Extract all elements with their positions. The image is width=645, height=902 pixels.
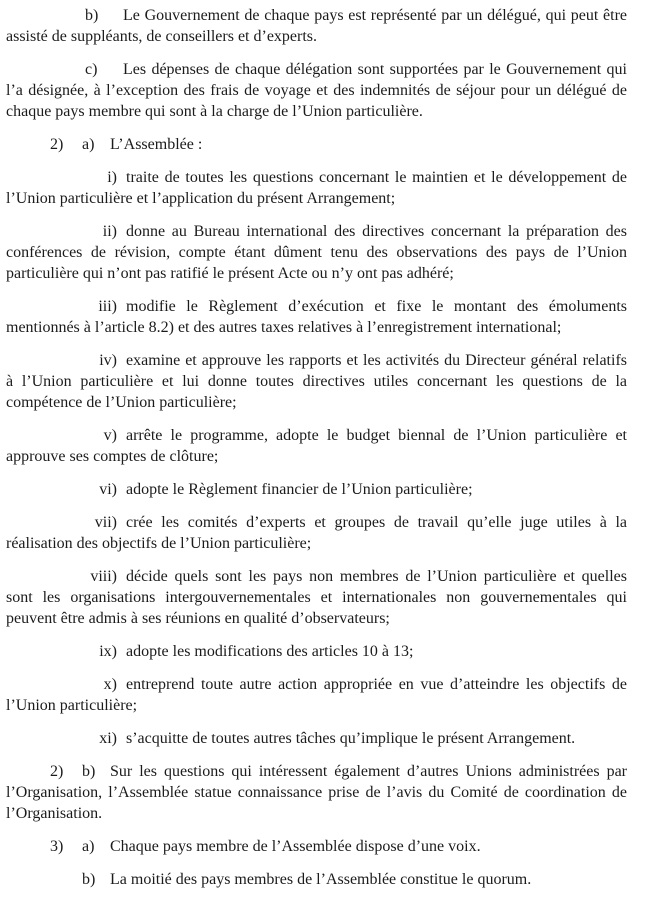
paragraph <box>6 134 627 155</box>
paragraph-text: entreprend toute autre action appropriée en vue d’atteindre les objectifs de l’Union particulière; <box>6 676 627 714</box>
paragraph <box>6 836 627 857</box>
paragraph-text: examine et approuve les rapports et les activités du Directeur général relatifs à l’Union particulière et lui donne toutes directives utiles concernant les questions de la compétence de l’Union particulière; <box>6 352 627 411</box>
item-roman-marker: ii) <box>102 223 117 240</box>
paragraph-text: traite de toutes les questions concernant le maintien et le développement de l’Union particulière et l’application du présent Arrangement; <box>6 169 627 207</box>
paragraph <box>6 296 627 338</box>
item-number-marker: 3) <box>50 838 64 855</box>
paragraph <box>6 566 627 629</box>
item-roman-marker: v) <box>103 427 117 444</box>
paragraph <box>6 869 627 890</box>
paragraph <box>6 761 627 824</box>
item-letter-marker: b) <box>82 871 96 888</box>
paragraph-text: L’Assemblée : <box>110 136 203 153</box>
item-letter-marker: a) <box>82 136 95 153</box>
paragraph <box>6 641 627 662</box>
item-letter-marker: b) <box>82 763 96 780</box>
item-roman-marker: ix) <box>99 643 117 660</box>
paragraph-text: adopte les modifications des articles 10 à 13; <box>126 643 414 660</box>
paragraph-text: donne au Bureau international des directives concernant la préparation des conférences de révision, compte étant dûment tenu des observations des pays de l’Union particulière qui n’ont pas ratifié le présent Acte ou n’y ont pas adhéré; <box>6 223 627 282</box>
item-roman-marker: vii) <box>94 514 117 531</box>
paragraph <box>6 728 627 749</box>
paragraph-text: Chaque pays membre de l’Assemblée dispose d’une voix. <box>110 838 481 855</box>
item-roman-marker: i) <box>107 169 117 186</box>
document-body <box>6 5 627 890</box>
paragraph <box>6 350 627 413</box>
item-roman-marker: xi) <box>99 730 117 747</box>
paragraph <box>6 512 627 554</box>
paragraph <box>6 479 627 500</box>
item-roman-marker: viii) <box>90 568 117 585</box>
item-marker: b) <box>85 7 99 24</box>
paragraph-text: arrête le programme, adopte le budget biennal de l’Union particulière et approuve ses comptes de clôture; <box>6 427 627 465</box>
paragraph <box>6 5 627 47</box>
paragraph <box>6 674 627 716</box>
paragraph <box>6 221 627 284</box>
item-marker: c) <box>85 61 98 78</box>
paragraph-text: crée les comités d’experts et groupes de travail qu’elle juge utiles à la réalisation des objectifs de l’Union particulière; <box>6 514 627 552</box>
paragraph-text: La moitié des pays membres de l’Assemblée constitue le quorum. <box>110 871 532 888</box>
item-roman-marker: x) <box>103 676 117 693</box>
item-roman-marker: iv) <box>99 352 117 369</box>
paragraph-text: modifie le Règlement d’exécution et fixe le montant des émoluments mentionnés à l’article 8.2) et des autres taxes relatives à l’enregistrement international; <box>6 298 627 336</box>
paragraph-text: Sur les questions qui intéressent également d’autres Unions administrées par l’Organisation, l’Assemblée statue connaissance prise de l’avis du Comité de coordination de l’Organisation. <box>6 763 627 822</box>
item-letter-marker: a) <box>82 838 95 855</box>
paragraph-text: s’acquitte de toutes autres tâches qu’implique le présent Arrangement. <box>126 730 576 747</box>
item-number-marker: 2) <box>50 763 64 780</box>
paragraph <box>6 167 627 209</box>
paragraph-text: décide quels sont les pays non membres de l’Union particulière et quelles sont les organisations intergouvernementales et internationales non gouvernementales qui peuvent être admis à ses réunions en qualité d’observateurs; <box>6 568 627 627</box>
paragraph <box>6 59 627 122</box>
item-roman-marker: iii) <box>98 298 117 315</box>
item-roman-marker: vi) <box>99 481 117 498</box>
item-number-marker: 2) <box>50 136 64 153</box>
paragraph <box>6 425 627 467</box>
paragraph-text: Le Gouvernement de chaque pays est représenté par un délégué, qui peut être assisté de suppléants, de conseillers et d’experts. <box>6 7 627 45</box>
paragraph-text: adopte le Règlement financier de l’Union particulière; <box>126 481 473 498</box>
paragraph-text: Les dépenses de chaque délégation sont supportées par le Gouvernement qui l’a désignée, à l’exception des frais de voyage et des indemnités de séjour pour un délégué de chaque pays membre qui sont à la charge de l’Union particulière. <box>6 61 627 120</box>
